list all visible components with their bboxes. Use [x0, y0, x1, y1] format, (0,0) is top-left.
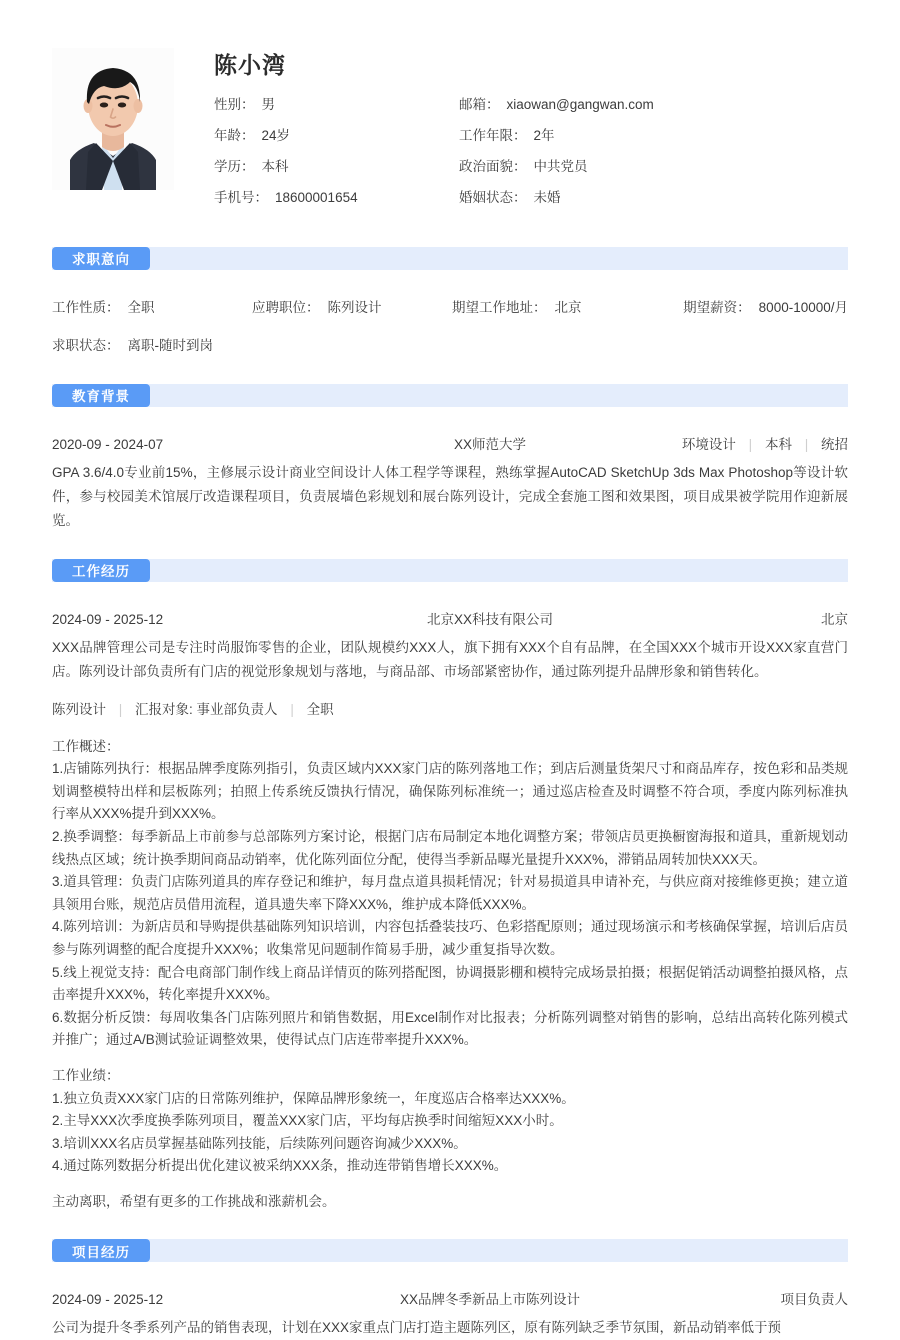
divider-icon: | [118, 701, 123, 717]
section-header-project [52, 1239, 848, 1262]
education-entry-head [52, 411, 848, 459]
work-achievement-item: 4.通过陈列数据分析提出优化建议被采纳XXX条，推动连带销售增长XXX%。 [52, 1158, 508, 1174]
work-summary-title: 工作概述： [52, 738, 120, 754]
divider-icon: | [748, 436, 753, 452]
page-title: 陈小湾 [214, 52, 286, 78]
info-email [459, 92, 848, 118]
info-email-label: 邮箱： [459, 96, 500, 112]
work-report-to: 汇报对象: 事业部负责人 [135, 701, 278, 717]
intent-salary [667, 296, 848, 320]
intent-status [52, 334, 252, 358]
info-marital-label: 婚姻状态： [459, 189, 527, 205]
spacer [52, 1052, 848, 1065]
work-leave-reason: 主动离职，希望有更多的工作挑战和涨薪机会。 [52, 1193, 336, 1209]
work-summary-item: 3.道具管理：负责门店陈列道具的库存登记和维护，每月盘点道具损耗情况；针对易损道具申请补充，与供应商对接维修更换；建立道具领用台账，规范店员借用流程，道具遗失率下降XXX%，维护成本降低XXX%。 [52, 874, 848, 912]
info-phone [214, 185, 459, 211]
section-header-education [52, 384, 848, 407]
work-summary-item: 1.店铺陈列执行：根据品牌季度陈列指引，负责区域内XXX家门店的陈列落地工作；到店后测量货架尺寸和商品库存，按色彩和品类规划调整模特出样和层板陈列；拍照上传系统反馈执行情况，确保陈列标准统一；通过巡店检查及时调整不符合项，季度内陈列标准执行率从XXX%提升到XXX%。 [52, 761, 848, 822]
info-marital [459, 185, 848, 211]
work-summary-item: 4.陈列培训：为新店员和导购提供基础陈列知识培训，内容包括叠装技巧、色彩搭配原则；通过现场演示和考核确保掌握，培训后店员参与陈列调整的配合度提升XXX%；收集常见问题制作简易手册，减少重复指导次数。 [52, 919, 848, 957]
section-title-project: 项目经历 [52, 1239, 150, 1262]
work-summary-item: 6.数据分析反馈：每周收集各门店陈列照片和销售数据，用Excel制作对比报表；分析陈列调整对销售的影响，总结出高转化陈列模式并推广；通过A/B测试验证调整效果，使得试点门店连带率提升XXX%。 [52, 1009, 848, 1048]
intent-location-value: 北京 [554, 299, 582, 315]
work-achievement-title: 工作业绩： [52, 1067, 120, 1083]
info-gender-value: 男 [261, 96, 275, 112]
info-phone-label: 手机号： [214, 189, 268, 205]
info-experience-label: 工作年限： [459, 127, 527, 143]
info-phone-value: 18600001654 [275, 189, 358, 205]
project-name: XX品牌冬季新品上市陈列设计 [399, 1292, 580, 1308]
info-education [214, 154, 459, 180]
spacer [52, 1178, 848, 1191]
intent-row-2 [52, 320, 848, 358]
section-header-work [52, 559, 848, 582]
education-description: GPA 3.6/4.0专业前15%，主修展示设计商业空间设计人体工程学等课程，熟练掌握AutoCAD SketchUp 3ds Max Photoshop等设计软件，参与校园美术馆展厅改造课程项目，负责展墙色彩规划和展台陈列设计，完成全套施工图和效果图，项目成果被学院用作迎新展览。 [52, 464, 848, 528]
project-entry-head [52, 1266, 848, 1314]
work-entry-head [52, 586, 848, 634]
intent-position [252, 296, 452, 320]
project-role: 项目负责人 [780, 1292, 848, 1308]
info-experience [459, 123, 848, 149]
info-political [459, 154, 848, 180]
work-achievement-item: 2.主导XXX次季度换季陈列项目，覆盖XXX家门店，平均每店换季时间缩短XXX小时。 [52, 1113, 563, 1129]
info-age-value: 24岁 [261, 127, 291, 143]
info-age-label: 年龄： [214, 127, 255, 143]
intent-status-value: 离职-随时到岗 [127, 337, 213, 353]
intent-job-nature-label: 工作性质： [52, 299, 120, 315]
divider-icon: | [804, 436, 809, 452]
section-header-intent [52, 247, 848, 270]
project-description: 公司为提升冬季系列产品的销售表现，计划在XXX家重点门店打造主题陈列区，原有陈列缺乏季节氛围，新品动销率低于预 [52, 1320, 782, 1336]
education-school: XX师范大学 [453, 436, 526, 452]
info-gender [214, 92, 459, 118]
work-position: 陈列设计 [52, 701, 106, 717]
section-title-intent: 求职意向 [52, 247, 150, 270]
intent-location-label: 期望工作地址： [452, 299, 547, 315]
spacer [52, 722, 848, 736]
info-education-value: 本科 [261, 158, 289, 174]
info-gender-label: 性别： [214, 96, 255, 112]
intent-salary-label: 期望薪资： [683, 299, 751, 315]
info-education-label: 学历： [214, 158, 255, 174]
work-summary-item: 2.换季调整：每季新品上市前参与总部陈列方案讨论，根据门店布局制定本地化调整方案；带领店员更换橱窗海报和道具，重新规划动线热点区域；统计换季期间商品动销率，优化陈列面位分配，使得当季新品曝光量提升XXX%，滞销品周转加快XXX天。 [52, 828, 848, 867]
work-company: 北京XX科技有限公司 [426, 611, 553, 627]
intent-job-nature [52, 296, 252, 320]
work-company-intro: XXX品牌管理公司是专注时尚服饰零售的企业，团队规模约XXX人，旗下拥有XXX个自有品牌，在全国XXX个城市开设XXX家直营门店。陈列设计部负责所有门店的视觉形象规划与落地，与商品部、市场部紧密协作，通过陈列提升品牌形象和销售转化。 [52, 639, 848, 679]
info-marital-value: 未婚 [533, 189, 561, 205]
intent-position-value: 陈列设计 [327, 299, 382, 315]
work-summary-block [52, 736, 848, 1214]
section-title-education: 教育背景 [52, 384, 150, 407]
intent-row-1 [52, 274, 848, 320]
info-political-value: 中共党员 [533, 158, 588, 174]
education-major: 环境设计 [681, 436, 736, 452]
intent-salary-value: 8000-10000/月 [758, 299, 848, 315]
work-achievement-item: 3.培训XXX名店员掌握基础陈列技能，后续陈列问题咨询减少XXX%。 [52, 1135, 467, 1151]
intent-location [452, 296, 667, 320]
header-info [174, 48, 848, 211]
intent-job-nature-value: 全职 [127, 299, 155, 315]
education-type: 统招 [821, 436, 848, 452]
work-date: 2024-09 - 2025-12 [52, 611, 164, 627]
basic-info-grid [214, 92, 848, 211]
intent-position-label: 应聘职位： [252, 299, 320, 315]
work-location: 北京 [821, 611, 848, 627]
work-summary-item: 5.线上视觉支持：配合电商部门制作线上商品详情页的陈列搭配图，协调摄影棚和模特完成场景拍摄；根据促销活动调整拍摄风格，点击率提升XXX%，转化率提升XXX%。 [52, 964, 848, 1003]
intent-status-label: 求职状态： [52, 337, 120, 353]
info-age [214, 123, 459, 149]
work-job-type: 全职 [306, 701, 334, 717]
education-degree: 本科 [764, 436, 792, 452]
work-achievement-item: 1.独立负责XXX家门店的日常陈列维护，保障品牌形象统一，年度巡店合格率达XXX%。 [52, 1090, 575, 1106]
info-experience-value: 2年 [533, 127, 555, 143]
section-title-work: 工作经历 [52, 559, 150, 582]
project-date: 2024-09 - 2025-12 [52, 1292, 164, 1308]
info-email-value: xiaowan@gangwan.com [506, 96, 654, 112]
education-date: 2020-09 - 2024-07 [52, 436, 164, 452]
resume-header [52, 0, 848, 221]
divider-icon: | [290, 701, 294, 717]
avatar [52, 48, 174, 190]
info-political-label: 政治面貌： [459, 158, 527, 174]
work-position-meta [52, 684, 848, 722]
education-meta [628, 433, 848, 453]
